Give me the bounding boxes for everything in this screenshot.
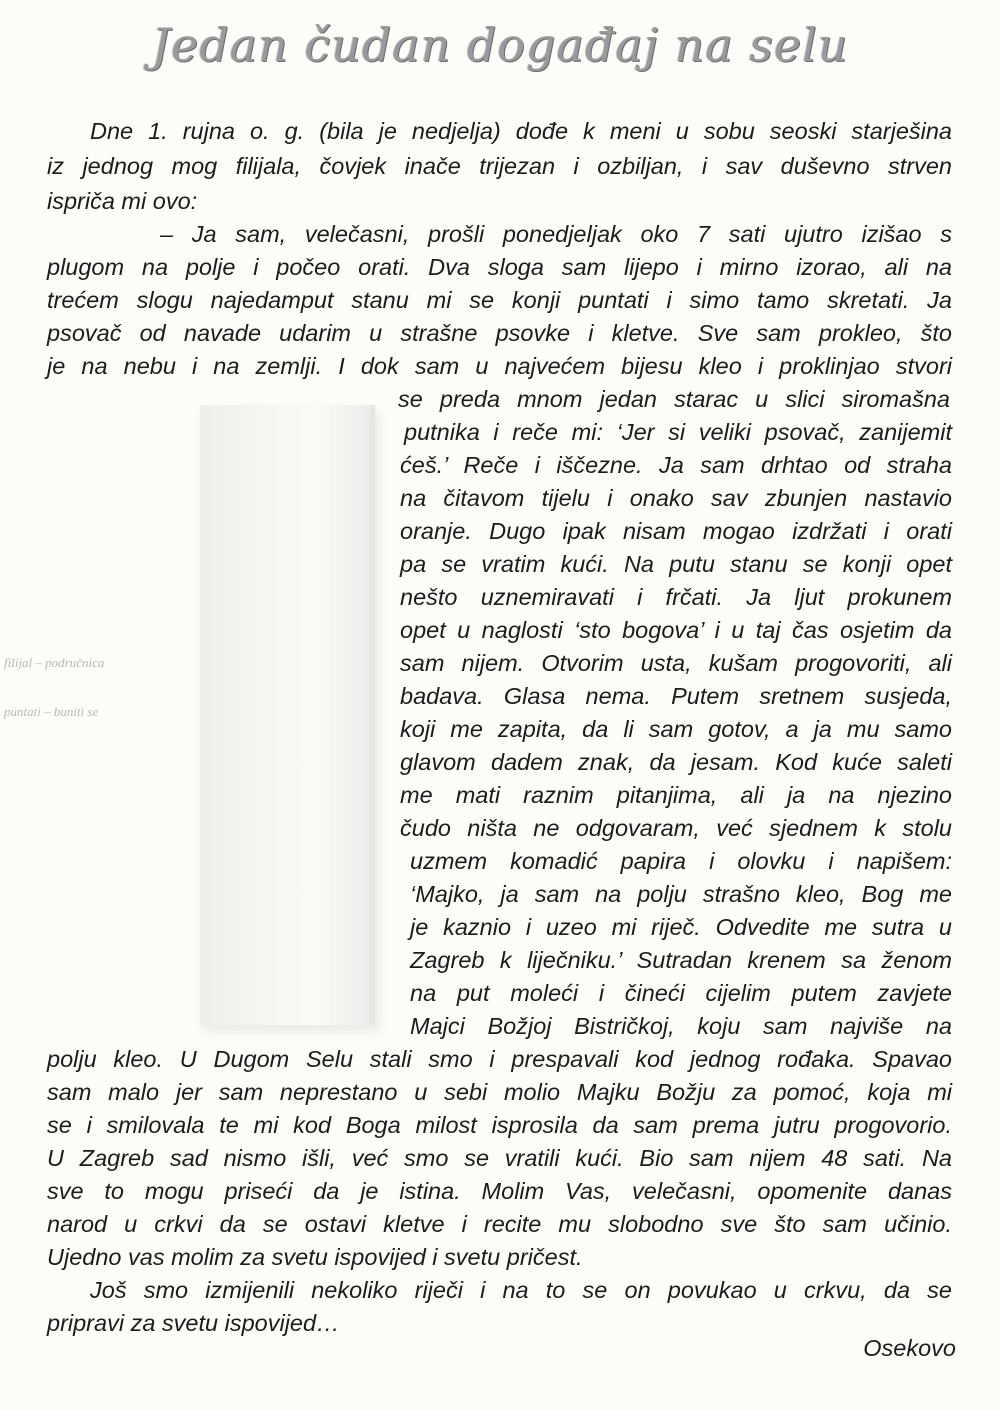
text-line: ćeš.’ Reče i iščezne. Ja sam drhtao od straha [400,452,952,478]
text-line: sam nijem. Otvorim usta, kušam progovoriti, ali [400,650,952,676]
text-line: – Ja sam, velečasni, prošli ponedjeljak oko 7 sati ujutro izišao s [160,221,952,247]
text-line: nešto uznemiravati i frčati. Ja ljut prokunem [400,584,952,610]
text-line: iz jednog mog filijala, čovjek inače trijezan i ozbiljan, i sav duševno strven [47,153,952,179]
text-line: U Zagreb sad nismo išli, već smo se vratili kući. Bio sam nijem 48 sati. Na [47,1145,952,1171]
text-line: na put moleći i čineći cijelim putem zavjete [410,980,952,1006]
text-line: na čitavom tijelu i onako sav zbunjen nastavio [400,485,952,511]
glossary-note: puntati – buniti se [4,704,99,719]
text-line: čudo ništa ne odgovaram, već sjednem k stolu [400,815,952,841]
text-line: sve to mogu priseći da je istina. Molim Vas, velečasni, opomenite danas [47,1178,952,1204]
text-line: Ujedno vas molim za svetu ispovijed i svetu pričest. [47,1244,583,1270]
text-line: ‘Majko, ja sam na polju strašno kleo, Bog me [410,881,952,907]
text-line: uzmem komadić papira i olovku i napišem: [410,848,952,874]
text-line: je kaznio i uzeo mi riječ. Odvedite me sutra u [410,914,952,940]
text-line: putnika i reče mi: ‘Jer si veliki psovač, zanijemit [404,419,952,445]
text-line: pripravi za svetu ispovijed… [47,1310,340,1336]
glossary-note: filijal – područnica [4,655,105,670]
text-line: ispriča mi ovo: [47,188,198,214]
decorative-panel [200,405,375,1025]
text-line: narod u crkvi da se ostavi kletve i recite mu slobodno sve što sam učinio. [47,1211,952,1237]
text-line: Majci Božjoj Bistričkoj, koju sam najviše na [410,1013,952,1039]
text-line: se i smilovala te mi kod Boga milost isprosila da sam prema jutru progovorio. [47,1112,952,1138]
text-line: koji me zapita, da li sam gotov, a ja mu samo [400,716,952,742]
text-line: badava. Glasa nema. Putem sretnem susjeda, [400,683,952,709]
text-line: oranje. Dugo ipak nisam mogao izdržati i orati [400,518,952,544]
text-line: trećem slogu najedamput stanu mi se konji puntati i simo tamo skretati. Ja [47,287,952,313]
page-title: Jedan čudan događaj na selu [151,18,849,72]
text-line: pa se vratim kući. Na putu stanu se konji opet [400,551,952,577]
text-line: Još smo izmijenili nekoliko riječi i na to se on povukao u crkvu, da se [90,1277,952,1303]
signature-place: Osekovo [863,1335,956,1361]
text-line: opet u naglosti ‘sto bogova’ i u taj čas osjetim da [400,617,952,643]
text-line: me mati raznim pitanjima, ali ja na njezino [400,782,952,808]
text-line: Dne 1. rujna o. g. (bila je nedjelja) dođe k meni u sobu seoski starješina [90,118,952,144]
text-line: Zagreb k liječniku.’ Sutradan krenem sa ženom [410,947,952,973]
text-line: polju kleo. U Dugom Selu stali smo i prespavali kod jednog rođaka. Spavao [47,1046,952,1072]
text-line: je na nebu i na zemlji. I dok sam u najvećem bijesu kleo i proklinjao stvori [47,353,952,379]
text-line: plugom na polje i počeo orati. Dva sloga sam lijepo i mirno izorao, ali na [47,254,952,280]
text-line: glavom dadem znak, da jesam. Kod kuće saleti [400,749,952,775]
text-line: psovač od navade udarim u strašne psovke i kletve. Sve sam prokleo, što [47,320,952,346]
text-line: se preda mnom jedan starac u slici siromašna [398,386,950,412]
text-line: sam malo jer sam neprestano u sebi molio Majku Božju za pomoć, koja mi [47,1079,952,1105]
